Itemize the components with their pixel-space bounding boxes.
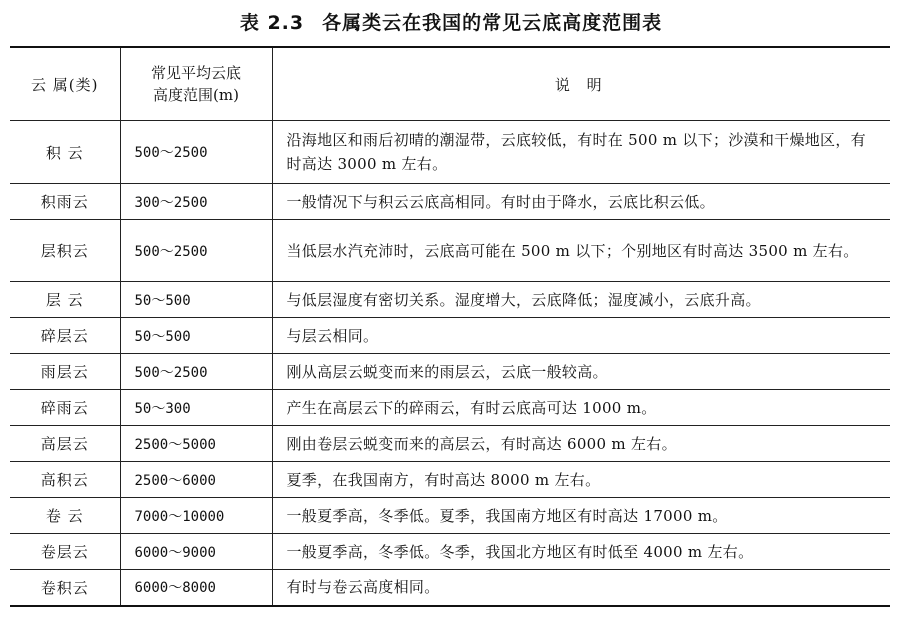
note-cell: 夏季，在我国南方，有时高达 8000 m 左右。: [272, 462, 890, 498]
range-cell: 50～300: [120, 390, 272, 426]
genus-cell: 卷 云: [10, 498, 120, 534]
table-body: [10, 121, 890, 606]
genus-cell: 积雨云: [10, 184, 120, 220]
note-cell: 当低层水汽充沛时，云底高可能在 500 m 以下；个别地区有时高达 3500 m 左右。: [272, 220, 890, 282]
table-row: [10, 282, 890, 318]
genus-cell: 高层云: [10, 426, 120, 462]
genus-cell: 碎雨云: [10, 390, 120, 426]
table-row: [10, 498, 890, 534]
table-row: [10, 390, 890, 426]
genus-cell: 碎层云: [10, 318, 120, 354]
note-cell: 有时与卷云高度相同。: [272, 570, 890, 606]
table-header-row: [10, 47, 890, 121]
range-cell: 2500～6000: [120, 462, 272, 498]
genus-cell: 层积云: [10, 220, 120, 282]
genus-cell: 积 云: [10, 121, 120, 184]
table-row: [10, 318, 890, 354]
table-number: 表 2.3: [239, 12, 305, 34]
table-row: [10, 354, 890, 390]
range-cell: 6000～8000: [120, 570, 272, 606]
table-row: [10, 462, 890, 498]
table-row: [10, 426, 890, 462]
genus-cell: 卷层云: [10, 534, 120, 570]
range-cell: 50～500: [120, 282, 272, 318]
range-cell: 50～500: [120, 318, 272, 354]
range-cell: 500～2500: [120, 121, 272, 184]
range-cell: 300～2500: [120, 184, 272, 220]
note-cell: 沿海地区和雨后初晴的潮湿带，云底较低，有时在 500 m 以下；沙漠和干燥地区，有时高达 3000 m 左右。: [272, 121, 890, 184]
note-cell: 产生在高层云下的碎雨云，有时云底高可达 1000 m。: [272, 390, 890, 426]
note-cell: 一般夏季高，冬季低。夏季，我国南方地区有时高达 17000 m。: [272, 498, 890, 534]
genus-cell: 高积云: [10, 462, 120, 498]
range-cell: 500～2500: [120, 220, 272, 282]
table-row: [10, 184, 890, 220]
note-cell: 一般夏季高，冬季低。冬季，我国北方地区有时低至 4000 m 左右。: [272, 534, 890, 570]
header-height-line1: 常见平均云底: [150, 64, 241, 82]
table-row: [10, 570, 890, 606]
header-genus: 云 属(类): [10, 47, 120, 121]
range-cell: 7000～10000: [120, 498, 272, 534]
genus-cell: 雨层云: [10, 354, 120, 390]
note-cell: 一般情况下与积云云底高相同。有时由于降水，云底比积云低。: [272, 184, 890, 220]
table-title-text: 各属类云在我国的常见云底高度范围表: [322, 12, 663, 34]
header-height-line2: 高度范围(m): [153, 86, 239, 104]
table-row: [10, 534, 890, 570]
range-cell: 2500～5000: [120, 426, 272, 462]
note-cell: 刚由卷层云蜕变而来的高层云，有时高达 6000 m 左右。: [272, 426, 890, 462]
range-cell: 500～2500: [120, 354, 272, 390]
note-cell: 与层云相同。: [272, 318, 890, 354]
range-cell: 6000～9000: [120, 534, 272, 570]
header-description: 说 明: [272, 47, 890, 121]
table-row: [10, 121, 890, 184]
header-height-range: [120, 47, 272, 121]
table-row: [10, 220, 890, 282]
note-cell: 刚从高层云蜕变而来的雨层云，云底一般较高。: [272, 354, 890, 390]
note-cell: 与低层湿度有密切关系。湿度增大，云底降低；湿度减小，云底升高。: [272, 282, 890, 318]
cloud-height-table-container: [10, 46, 890, 607]
genus-cell: 卷积云: [10, 570, 120, 606]
table-title: [0, 8, 902, 35]
cloud-height-table: [10, 46, 890, 607]
genus-cell: 层 云: [10, 282, 120, 318]
